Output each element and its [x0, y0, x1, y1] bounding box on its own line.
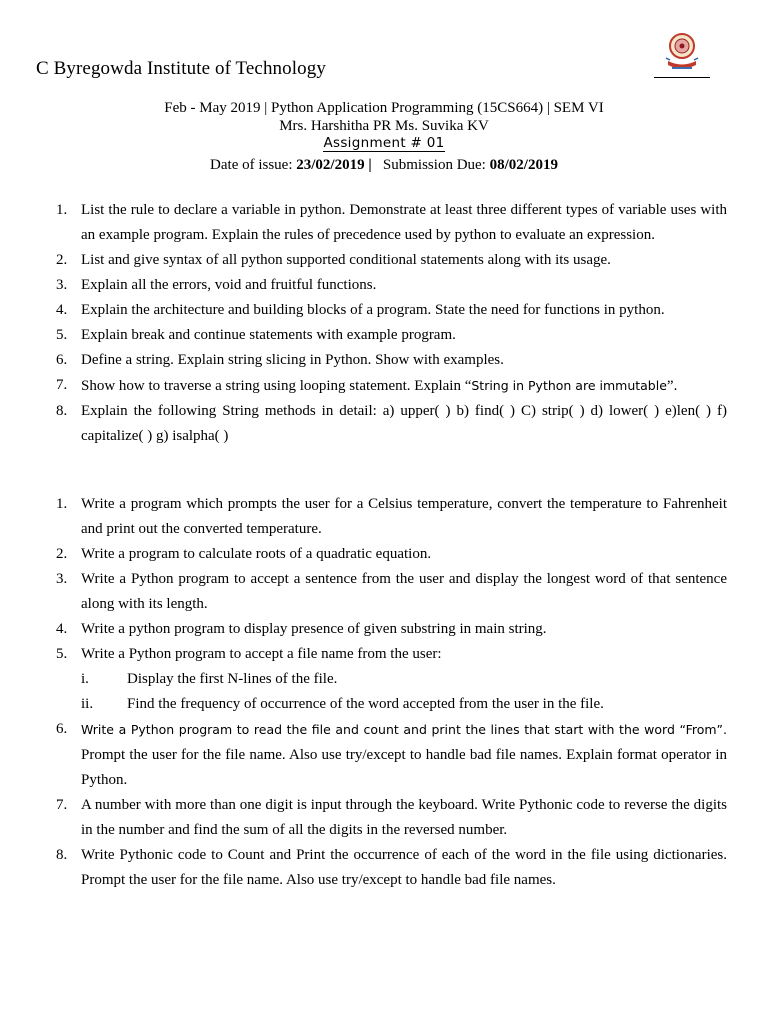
list-item: 3. Write a Python program to accept a sentence from the user and display the longest word of that sentence along with its length.: [56, 571, 727, 612]
sub-list: [81, 667, 727, 717]
list-item: 1. List the rule to declare a variable in python. Demonstrate at least three different types of variable uses with an example program. Explain the rules of precedence used by python to evaluate an expression.: [56, 202, 727, 243]
institute-name: C Byregowda Institute of Technology: [36, 58, 326, 79]
list-item: 7. A number with more than one digit is input through the keyboard. Write Pythonic code to reverse the digits in the number and find the sum of all the digits in the reversed number.: [56, 797, 727, 838]
issue-separator: |: [368, 157, 372, 173]
sub-list-item: ii. Find the frequency of occurrence of the word accepted from the user in the file.: [81, 696, 604, 712]
due-date: 08/02/2019: [489, 157, 558, 173]
list-item: 8. Write Pythonic code to Count and Print the occurrence of each of the word in the file using dictionaries. Prompt the user for the file name. Also use try/except to handle bad file names.: [56, 847, 727, 888]
course-line: Feb - May 2019 | Python Application Programming (15CS664) | SEM VI: [164, 100, 604, 116]
list-item: 2. List and give syntax of all python supported conditional statements along with its usage.: [56, 252, 611, 268]
issue-date: 23/02/2019: [296, 157, 365, 173]
assignment-title: Assignment # 01: [323, 135, 445, 151]
logo-underline: [654, 77, 710, 78]
list-item: 5. Write a Python program to accept a file name from the user: i. Display the first N-lines of the file. ii. Find the frequency of occurrence of the word accepted from the user in the file.: [56, 642, 727, 717]
list-item: 3. Explain all the errors, void and fruitful functions.: [56, 277, 377, 293]
list-item: 1. Write a program which prompts the user for a Celsius temperature, convert the temperature to Fahrenheit and print out the converted temperature.: [56, 496, 727, 537]
list-item: 7. Show how to traverse a string using looping statement. Explain “String in Python are immutable”.: [56, 377, 678, 394]
list-item: 6. Write a Python program to read the file and count and print the lines that start with the word “From”. Prompt the user for the file name. Also use try/except to handle bad file names. Explain format operator in Python.: [56, 721, 727, 788]
sub-list-item: i. Display the first N-lines of the file.: [81, 671, 338, 687]
list-item: 4. Write a python program to display presence of given substring in main string.: [56, 621, 547, 637]
institute-logo-icon: [654, 30, 710, 80]
dates-line: [0, 157, 768, 174]
list-item: 2. Write a program to calculate roots of a quadratic equation.: [56, 546, 432, 562]
list-item: 8. Explain the following String methods in detail: a) upper( ) b) find( ) C) strip( ) d) lower( ) e)len( ) f) capitalize( ) g) isalpha( ): [56, 403, 727, 444]
question-list-2: [56, 492, 727, 893]
faculty-line: Mrs. Harshitha PR Ms. Suvika KV: [279, 118, 489, 134]
due-label: Submission Due:: [382, 157, 486, 173]
question-list-1: [56, 198, 727, 449]
issue-label: Date of issue:: [210, 157, 293, 173]
list-item: 4. Explain the architecture and building blocks of a program. State the need for functions in python.: [56, 302, 665, 318]
list-item: 5. Explain break and continue statements with example program.: [56, 327, 456, 343]
list-item: 6. Define a string. Explain string slicing in Python. Show with examples.: [56, 352, 504, 368]
